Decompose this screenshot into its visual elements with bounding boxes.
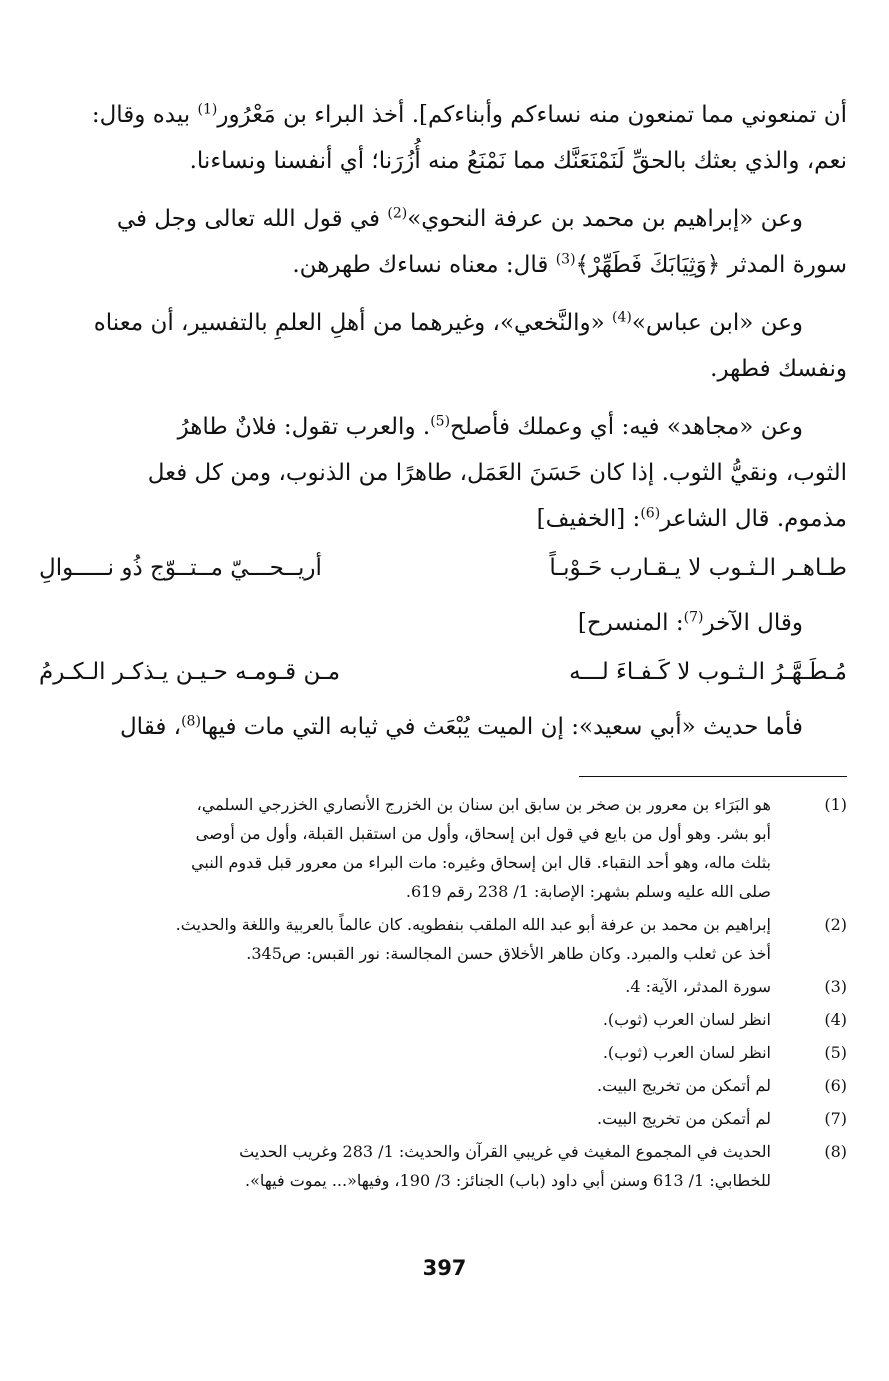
footnote-separator [579, 776, 847, 777]
footnote-5 [39, 1038, 847, 1067]
p1-line-2: نعم، والذي بعثك بالحقِّ لَنَمْنَعَنَّك مما نَمْنَعُ منه أُزُرَنا؛ أي أنفسنا ونساءنا. [189, 148, 847, 174]
footnote-number: (2) [824, 915, 847, 934]
footnote-number: (4) [824, 1010, 847, 1029]
footnote-7 [39, 1104, 847, 1133]
p4-line-2: الثوب، ونقيُّ الثوب. إذا كان حَسَنَ العَمَل، طاهرًا من الذنوب، ومن كل فعل [147, 460, 847, 486]
footnote-line: لم أتمكن من تخريج البيت. [597, 1109, 771, 1128]
page-number: 397 [422, 1256, 467, 1280]
p2-line-2: سورة المدثر ﴿وَثِيَابَكَ فَطَهِّرْ﴾$^{(3)}$ قال: معناه نساءك طهرهن. [292, 251, 847, 278]
footnote-line: هو البَرَاء بن معرور بن صخر بن سابق ابن سنان بن الخزرج الأنصاري الخزرجي السلمي، [196, 795, 771, 814]
verse-2 [39, 646, 847, 698]
p1-line-1: أن تمنعوني مما تمنعون منه نساءكم وأبناءكم]. أخذ البراء بن مَعْرُور$^{(1)}$ بيده وقال: [91, 101, 847, 128]
footnote-number: (5) [824, 1043, 847, 1062]
p2-line-1: وعن «إبراهيم بن محمد بن عرفة النحوي»$^{(2)}$ في قول الله تعالى وجل في [116, 205, 803, 232]
footnote-line: بثلث ماله، وهو أحد النقباء. قال ابن إسحاق وغيره: مات البراء من معرور قبل قدوم النبي [191, 853, 771, 872]
footnote-ref-4[interactable]: (4) [611, 309, 632, 326]
verse-1 [39, 542, 847, 594]
verse-1-first-hemistich: طـاهـر الـثـوب لا يـقـارب حَـوْبـاً [549, 555, 847, 581]
footnote-number: (1) [824, 795, 847, 814]
footnote-number: (7) [824, 1109, 847, 1128]
footnote-3 [39, 972, 847, 1001]
footnote-line: للخطابي: 1/ 613 وسنن أبي داود (باب) الجنائز: 3/ 190، وفيها«... يموت فيها». [245, 1171, 771, 1190]
footnote-ref-5[interactable]: (5) [430, 413, 451, 430]
footnote-line: أخذ عن ثعلب والمبرد. وكان طاهر الأخلاق حسن المجالسة: نور القبس: ص345. [246, 944, 771, 963]
footnote-8 [39, 1137, 847, 1195]
footnote-ref-7[interactable]: (7) [683, 609, 704, 626]
verse-2-second-hemistich: مـن قـومـه حـيـن يـذكـر الـكـرمُ [39, 659, 341, 685]
p3-line-1: وعن «ابن عباس»$^{(4)}$ «والنَّخعي»، وغيرهما من أهلِ العلمِ بالتفسير، أن معناه [93, 309, 803, 336]
footnote-line: صلى الله عليه وسلم بشهر: الإصابة: 1/ 238 رقم 619. [405, 882, 771, 901]
footnote-number: (6) [824, 1076, 847, 1095]
p5-line-1: وقال الآخر$^{(7)}$: المنسرح] [577, 609, 803, 636]
footnote-ref-2[interactable]: (2) [387, 205, 408, 222]
footnote-line: انظر لسان العرب (ثوب). [602, 1010, 771, 1029]
footnote-line: انظر لسان العرب (ثوب). [602, 1043, 771, 1062]
footnote-number: (3) [824, 977, 847, 996]
footnote-ref-3[interactable]: (3) [555, 251, 576, 268]
verse-1-second-hemistich: أريــحـــيّ مــتــوّج ذُو نـــــوالِ [39, 555, 322, 581]
footnote-2 [39, 910, 847, 968]
footnote-4 [39, 1005, 847, 1034]
footnotes [39, 790, 847, 1199]
footnote-ref-1[interactable]: (1) [197, 101, 218, 118]
footnote-number: (8) [824, 1142, 847, 1161]
footnote-line: لم أتمكن من تخريج البيت. [597, 1076, 771, 1095]
footnote-line: أبو بشر. وهو أول من بايع في قول ابن إسحاق، وأول من استقبل القبلة، وأول من أوصى [195, 824, 771, 843]
p3-line-2: ونفسك فطهر. [710, 356, 847, 382]
footnote-line: سورة المدثر، الآية: 4. [625, 977, 771, 996]
footnote-ref-8[interactable]: (8) [181, 713, 201, 730]
footnote-6 [39, 1071, 847, 1100]
footnote-line: الحديث في المجموع المغيث في غريبي القرآن والحديث: 1/ 283 وغريب الحديث [239, 1142, 771, 1161]
footnote-1 [39, 790, 847, 906]
main-text [39, 92, 847, 750]
p4-line-3: مذموم. قال الشاعر$^{(6)}$: [الخفيف] [536, 505, 847, 532]
verse-2-first-hemistich: مُـطَـهَّـرُ الـثـوب لا كَـفـاءَ لـــه [569, 659, 847, 685]
footnote-line: إبراهيم بن محمد بن عرفة أبو عبد الله الملقب بنفطويه. كان عالماً بالعربية واللغة والحديث. [175, 915, 771, 934]
footnote-ref-6[interactable]: (6) [640, 505, 661, 522]
p6-line-1: فأما حديث «أبي سعيد»: إن الميت يُبْعَث في ثيابه التي مات فيها$^{(8)}$، فقال [119, 713, 803, 740]
p4-line-1: وعن «مجاهد» فيه: أي وعملك فأصلح$^{(5)}$. والعرب تقول: فلانٌ طاهرُ [177, 413, 803, 440]
